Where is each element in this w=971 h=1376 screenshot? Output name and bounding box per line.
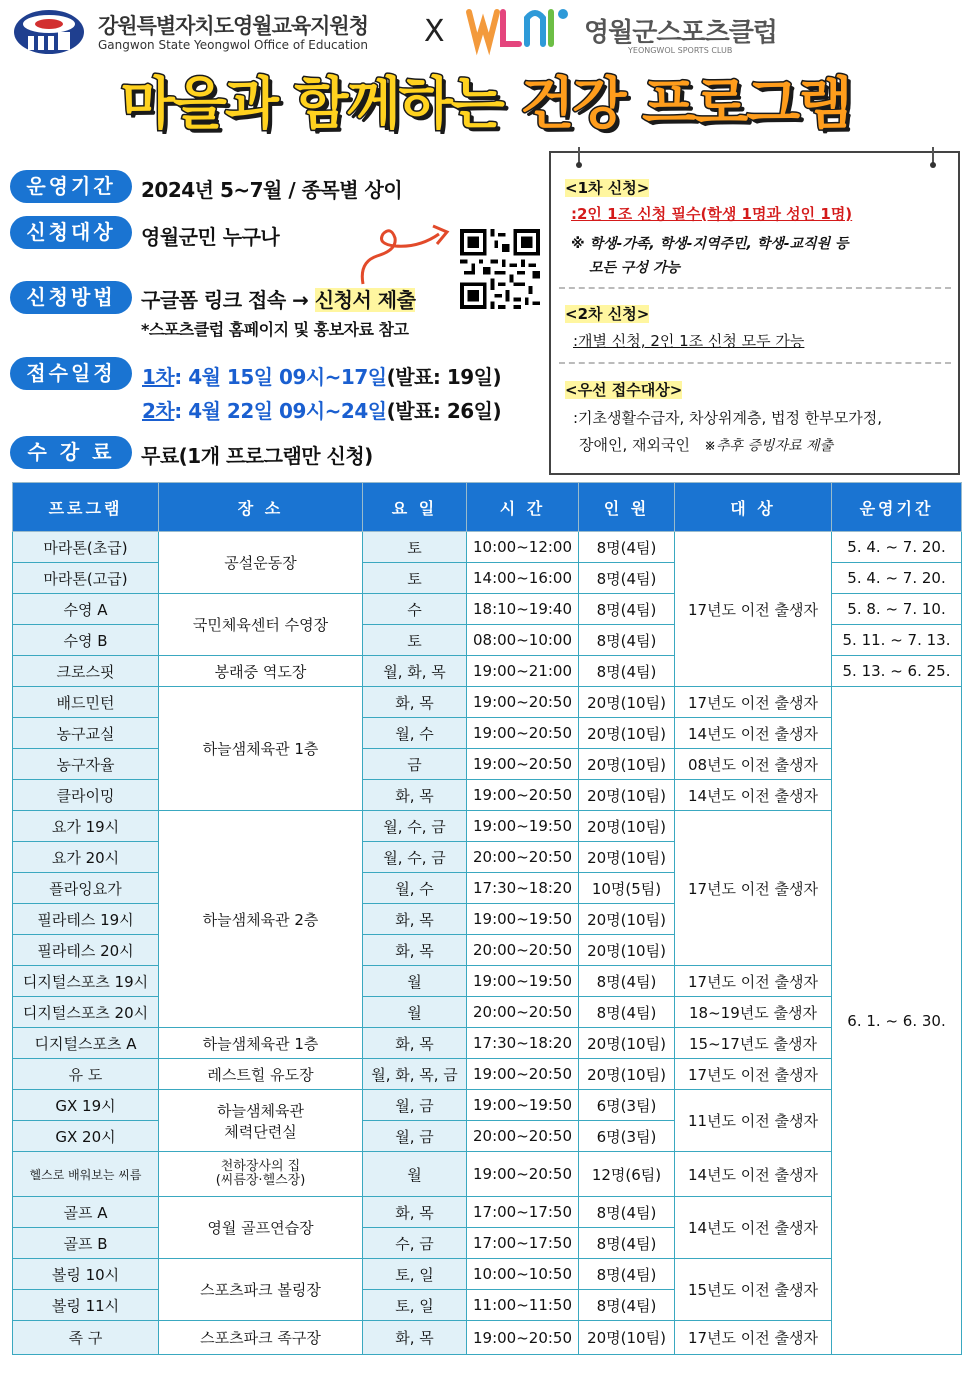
count-cell: 20명(10팀) bbox=[579, 749, 675, 780]
day-cell: 금 bbox=[363, 749, 467, 780]
receipt-date-2: : 4월 22일 09시~24일 bbox=[174, 399, 387, 423]
table-row bbox=[13, 1321, 962, 1355]
time-cell: 14:00~16:00 bbox=[467, 563, 579, 594]
program-cell: 골프 A bbox=[13, 1197, 159, 1228]
time-cell: 17:00~17:50 bbox=[467, 1228, 579, 1259]
table-row bbox=[13, 718, 962, 749]
table-row bbox=[13, 749, 962, 780]
period-cell: 5. 4. ~ 7. 20. bbox=[832, 532, 962, 563]
program-cell: 수영 A bbox=[13, 594, 159, 625]
day-cell: 월, 화, 목 bbox=[363, 656, 467, 687]
day-cell: 월, 수, 금 bbox=[363, 811, 467, 842]
program-cell: 크로스핏 bbox=[13, 656, 159, 687]
org-name-en: Gangwon State Yeongwol Office of Education bbox=[98, 38, 368, 52]
program-cell: 배드민턴 bbox=[13, 687, 159, 718]
table-row bbox=[13, 997, 962, 1028]
day-cell: 수, 금 bbox=[363, 1228, 467, 1259]
place-cell: 하늘샘체육관 1층 bbox=[159, 1028, 363, 1059]
target-cell: 14년도 이전 출생자 bbox=[675, 780, 832, 811]
place-line: 체력단련실 bbox=[224, 1122, 297, 1141]
table-row bbox=[13, 1152, 962, 1197]
program-cell: 디지털스포츠 A bbox=[13, 1028, 159, 1059]
time-cell: 17:30~18:20 bbox=[467, 873, 579, 904]
place-cell: 봉래중 역도장 bbox=[159, 656, 363, 687]
column-header: 대 상 bbox=[675, 483, 832, 532]
count-cell: 8명(4팀) bbox=[579, 1197, 675, 1228]
title-part-2: 건강 프로그램 bbox=[520, 72, 851, 137]
time-cell: 18:10~19:40 bbox=[467, 594, 579, 625]
period-cell: 5. 8. ~ 7. 10. bbox=[832, 594, 962, 625]
count-cell: 20명(10팀) bbox=[579, 1059, 675, 1090]
program-cell: 플라잉요가 bbox=[13, 873, 159, 904]
program-cell: 헬스로 배워보는 씨름 bbox=[13, 1152, 159, 1197]
column-header: 장 소 bbox=[159, 483, 363, 532]
divider bbox=[559, 287, 951, 289]
receipt-line-1 bbox=[142, 361, 501, 390]
table-row bbox=[13, 1059, 962, 1090]
program-cell: 골프 B bbox=[13, 1228, 159, 1259]
column-header: 운영기간 bbox=[832, 483, 962, 532]
target-cell: 17년도 이전 출생자 bbox=[675, 532, 832, 687]
place-cell: 스포츠파크 족구장 bbox=[159, 1321, 363, 1355]
day-cell: 토 bbox=[363, 563, 467, 594]
receipt-notice-1: (발표: 19일) bbox=[386, 365, 502, 389]
program-cell: 디지털스포츠 20시 bbox=[13, 997, 159, 1028]
target-cell: 14년도 이전 출생자 bbox=[675, 1197, 832, 1259]
count-cell: 20명(10팀) bbox=[579, 842, 675, 873]
count-cell: 6명(3팀) bbox=[579, 1121, 675, 1152]
count-cell: 8명(4팀) bbox=[579, 997, 675, 1028]
priority-line-2-text: 장애인, 재외국인 bbox=[579, 436, 690, 454]
count-cell: 10명(5팀) bbox=[579, 873, 675, 904]
day-cell: 화, 목 bbox=[363, 1321, 467, 1355]
count-cell: 8명(4팀) bbox=[579, 563, 675, 594]
program-cell: 마라톤(고급) bbox=[13, 563, 159, 594]
second-round-title: <2차 신청> bbox=[565, 305, 650, 323]
target-cell: 17년도 이전 출생자 bbox=[675, 966, 832, 997]
program-cell: 볼링 11시 bbox=[13, 1290, 159, 1321]
time-cell: 19:00~20:50 bbox=[467, 1152, 579, 1197]
fee-label: 수 강 료 bbox=[10, 436, 132, 469]
place-cell: 레스트힐 유도장 bbox=[159, 1059, 363, 1090]
program-cell: 유 도 bbox=[13, 1059, 159, 1090]
count-cell: 20명(10팀) bbox=[579, 1028, 675, 1059]
time-cell: 20:00~20:50 bbox=[467, 1121, 579, 1152]
column-header: 프로그램 bbox=[13, 483, 159, 532]
count-cell: 20명(10팀) bbox=[579, 718, 675, 749]
table-row bbox=[13, 811, 962, 842]
time-cell: 19:00~20:50 bbox=[467, 780, 579, 811]
target-cell: 17년도 이전 출생자 bbox=[675, 811, 832, 966]
place-cell: 하늘샘체육관 1층 bbox=[159, 687, 363, 811]
program-cell: 수영 B bbox=[13, 625, 159, 656]
target-cell: 18~19년도 출생자 bbox=[675, 997, 832, 1028]
count-cell: 8명(4팀) bbox=[579, 625, 675, 656]
time-cell: 20:00~20:50 bbox=[467, 997, 579, 1028]
time-cell: 19:00~20:50 bbox=[467, 687, 579, 718]
program-cell: 필라테스 20시 bbox=[13, 935, 159, 966]
place-cell: 국민체육센터 수영장 bbox=[159, 594, 363, 656]
day-cell: 화, 목 bbox=[363, 687, 467, 718]
target-cell: 17년도 이전 출생자 bbox=[675, 1321, 832, 1355]
period-cell: 5. 4. ~ 7. 20. bbox=[832, 563, 962, 594]
method-value-b: 신청서 제출 bbox=[314, 288, 416, 312]
receipt-date-1: : 4월 15일 09시~17일 bbox=[174, 365, 387, 389]
table-row bbox=[13, 1028, 962, 1059]
club-name: 영월군스포츠클럽 bbox=[584, 18, 777, 48]
fee-value: 무료(1개 프로그램만 신청) bbox=[141, 444, 373, 468]
program-cell: 필라테스 19시 bbox=[13, 904, 159, 935]
column-header: 인 원 bbox=[579, 483, 675, 532]
period-value: 2024년 5~7월 / 종목별 상이 bbox=[141, 178, 403, 202]
receipt-round-1: 1차 bbox=[142, 365, 175, 389]
table-row bbox=[13, 532, 962, 563]
count-cell: 8명(4팀) bbox=[579, 594, 675, 625]
period-cell: 6. 1. ~ 6. 30. bbox=[832, 687, 962, 1355]
program-cell: GX 20시 bbox=[13, 1121, 159, 1152]
period-cell: 5. 11. ~ 7. 13. bbox=[832, 625, 962, 656]
day-cell: 월, 금 bbox=[363, 1090, 467, 1121]
program-cell: 농구자율 bbox=[13, 749, 159, 780]
day-cell: 월, 수 bbox=[363, 873, 467, 904]
header bbox=[0, 0, 971, 62]
receipt-round-2: 2차 bbox=[142, 399, 175, 423]
time-cell: 19:00~19:50 bbox=[467, 811, 579, 842]
receipt-line-2 bbox=[142, 395, 501, 424]
cross-mark: X bbox=[424, 14, 445, 49]
method-note: *스포츠클럽 홈페이지 및 홍보자료 참고 bbox=[141, 320, 409, 339]
qr-code bbox=[459, 229, 541, 309]
program-cell: GX 19시 bbox=[13, 1090, 159, 1121]
day-cell: 월, 수, 금 bbox=[363, 842, 467, 873]
time-cell: 19:00~19:50 bbox=[467, 1090, 579, 1121]
column-header: 요 일 bbox=[363, 483, 467, 532]
period-cell: 5. 13. ~ 6. 25. bbox=[832, 656, 962, 687]
count-cell: 20명(10팀) bbox=[579, 904, 675, 935]
target-cell: 11년도 이전 출생자 bbox=[675, 1090, 832, 1152]
count-cell: 8명(4팀) bbox=[579, 1259, 675, 1290]
day-cell: 월 bbox=[363, 1152, 467, 1197]
time-cell: 19:00~19:50 bbox=[467, 904, 579, 935]
divider bbox=[559, 362, 951, 364]
place-cell bbox=[159, 1090, 363, 1152]
target-cell: 14년도 이전 출생자 bbox=[675, 718, 832, 749]
table-header-row bbox=[13, 483, 962, 532]
time-cell: 19:00~20:50 bbox=[467, 718, 579, 749]
day-cell: 토 bbox=[363, 532, 467, 563]
time-cell: 11:00~11:50 bbox=[467, 1290, 579, 1321]
day-cell: 월 bbox=[363, 966, 467, 997]
page-title bbox=[0, 68, 971, 142]
day-cell: 수 bbox=[363, 594, 467, 625]
day-cell: 월, 수 bbox=[363, 718, 467, 749]
count-cell: 8명(4팀) bbox=[579, 532, 675, 563]
application-notice-panel bbox=[549, 151, 960, 475]
method-value bbox=[141, 284, 415, 313]
place-cell: 스포츠파크 볼링장 bbox=[159, 1259, 363, 1321]
count-cell: 6명(3팀) bbox=[579, 1090, 675, 1121]
count-cell: 20명(10팀) bbox=[579, 780, 675, 811]
first-round-rule: :2인 1조 신청 필수(학생 1명과 성인 1명) bbox=[571, 205, 853, 223]
day-cell: 화, 목 bbox=[363, 1197, 467, 1228]
day-cell: 화, 목 bbox=[363, 935, 467, 966]
time-cell: 10:00~10:50 bbox=[467, 1259, 579, 1290]
day-cell: 월, 화, 목, 금 bbox=[363, 1059, 467, 1090]
time-cell: 17:00~17:50 bbox=[467, 1197, 579, 1228]
count-cell: 12명(6팀) bbox=[579, 1152, 675, 1197]
count-cell: 20명(10팀) bbox=[579, 935, 675, 966]
day-cell: 토, 일 bbox=[363, 1290, 467, 1321]
table-row bbox=[13, 966, 962, 997]
place-cell bbox=[159, 1152, 363, 1197]
program-cell: 볼링 10시 bbox=[13, 1259, 159, 1290]
column-header: 시 간 bbox=[467, 483, 579, 532]
program-cell: 농구교실 bbox=[13, 718, 159, 749]
target-cell: 15년도 이전 출생자 bbox=[675, 1259, 832, 1321]
program-cell: 족 구 bbox=[13, 1321, 159, 1355]
time-cell: 19:00~20:50 bbox=[467, 1321, 579, 1355]
priority-title: <우선 접수대상> bbox=[565, 381, 683, 399]
program-cell: 요가 19시 bbox=[13, 811, 159, 842]
receipt-label: 접수일정 bbox=[10, 357, 132, 390]
arrow-icon bbox=[355, 218, 455, 288]
count-cell: 20명(10팀) bbox=[579, 687, 675, 718]
target-cell: 17년도 이전 출생자 bbox=[675, 1059, 832, 1090]
time-cell: 17:30~18:20 bbox=[467, 1028, 579, 1059]
place-cell: 공설운동장 bbox=[159, 532, 363, 594]
sports-club-logo bbox=[463, 4, 575, 56]
count-cell: 8명(4팀) bbox=[579, 656, 675, 687]
program-table bbox=[12, 482, 962, 1355]
education-office-logo bbox=[12, 8, 86, 56]
place-cell: 영월 골프연습장 bbox=[159, 1197, 363, 1259]
place-line: (씨름장·헬스장) bbox=[215, 1173, 306, 1188]
first-round-note-1: ※ 학생-가족, 학생-지역주민, 학생-교직원 등 bbox=[571, 236, 849, 252]
place-cell: 하늘샘체육관 2층 bbox=[159, 811, 363, 1028]
table-row bbox=[13, 687, 962, 718]
club-name-en: YEONGWOL SPORTS CLUB bbox=[628, 46, 733, 55]
method-value-a: 구글폼 링크 접속 → bbox=[141, 288, 315, 312]
day-cell: 월, 금 bbox=[363, 1121, 467, 1152]
title-part-1: 마을과 함께하는 bbox=[120, 72, 521, 137]
target-label: 신청대상 bbox=[10, 216, 132, 249]
count-cell: 8명(4팀) bbox=[579, 1228, 675, 1259]
program-cell: 요가 20시 bbox=[13, 842, 159, 873]
count-cell: 8명(4팀) bbox=[579, 1290, 675, 1321]
time-cell: 19:00~20:50 bbox=[467, 1059, 579, 1090]
target-cell: 08년도 이전 출생자 bbox=[675, 749, 832, 780]
org-name: 강원특별자치도영월교육지원청 bbox=[98, 14, 369, 38]
first-round-title: <1차 신청> bbox=[565, 179, 650, 197]
table-row bbox=[13, 1259, 962, 1290]
time-cell: 08:00~10:00 bbox=[467, 625, 579, 656]
program-cell: 마라톤(초급) bbox=[13, 532, 159, 563]
priority-note: ※추후 증빙자료 제출 bbox=[704, 438, 834, 454]
count-cell: 20명(10팀) bbox=[579, 1321, 675, 1355]
target-value: 영월군민 누구나 bbox=[141, 225, 280, 249]
period-label: 운영기간 bbox=[10, 170, 132, 203]
time-cell: 19:00~19:50 bbox=[467, 966, 579, 997]
target-cell: 15~17년도 출생자 bbox=[675, 1028, 832, 1059]
table-row bbox=[13, 780, 962, 811]
day-cell: 화, 목 bbox=[363, 904, 467, 935]
count-cell: 20명(10팀) bbox=[579, 811, 675, 842]
table-row bbox=[13, 1197, 962, 1228]
time-cell: 19:00~20:50 bbox=[467, 749, 579, 780]
day-cell: 화, 목 bbox=[363, 780, 467, 811]
time-cell: 20:00~20:50 bbox=[467, 935, 579, 966]
count-cell: 8명(4팀) bbox=[579, 966, 675, 997]
target-cell: 17년도 이전 출생자 bbox=[675, 687, 832, 718]
day-cell: 월 bbox=[363, 997, 467, 1028]
time-cell: 19:00~21:00 bbox=[467, 656, 579, 687]
day-cell: 화, 목 bbox=[363, 1028, 467, 1059]
receipt-notice-2: (발표: 26일) bbox=[386, 399, 502, 423]
place-line: 천하장사의 집 bbox=[220, 1159, 301, 1174]
priority-line-1: :기초생활수급자, 차상위계층, 법정 한부모가정, bbox=[573, 409, 882, 427]
day-cell: 토, 일 bbox=[363, 1259, 467, 1290]
place-line: 하늘샘체육관 bbox=[217, 1101, 304, 1120]
program-cell: 디지털스포츠 19시 bbox=[13, 966, 159, 997]
program-cell: 클라이밍 bbox=[13, 780, 159, 811]
pin-icon bbox=[575, 147, 583, 169]
table-row bbox=[13, 1090, 962, 1121]
first-round-note-2: 모든 구성 가능 bbox=[589, 260, 680, 276]
priority-line-2 bbox=[579, 434, 833, 455]
target-cell: 14년도 이전 출생자 bbox=[675, 1152, 832, 1197]
second-round-rule: :개별 신청, 2인 1조 신청 모두 가능 bbox=[573, 332, 805, 350]
pin-icon bbox=[929, 147, 937, 169]
time-cell: 10:00~12:00 bbox=[467, 532, 579, 563]
day-cell: 토 bbox=[363, 625, 467, 656]
method-label: 신청방법 bbox=[10, 281, 132, 314]
time-cell: 20:00~20:50 bbox=[467, 842, 579, 873]
